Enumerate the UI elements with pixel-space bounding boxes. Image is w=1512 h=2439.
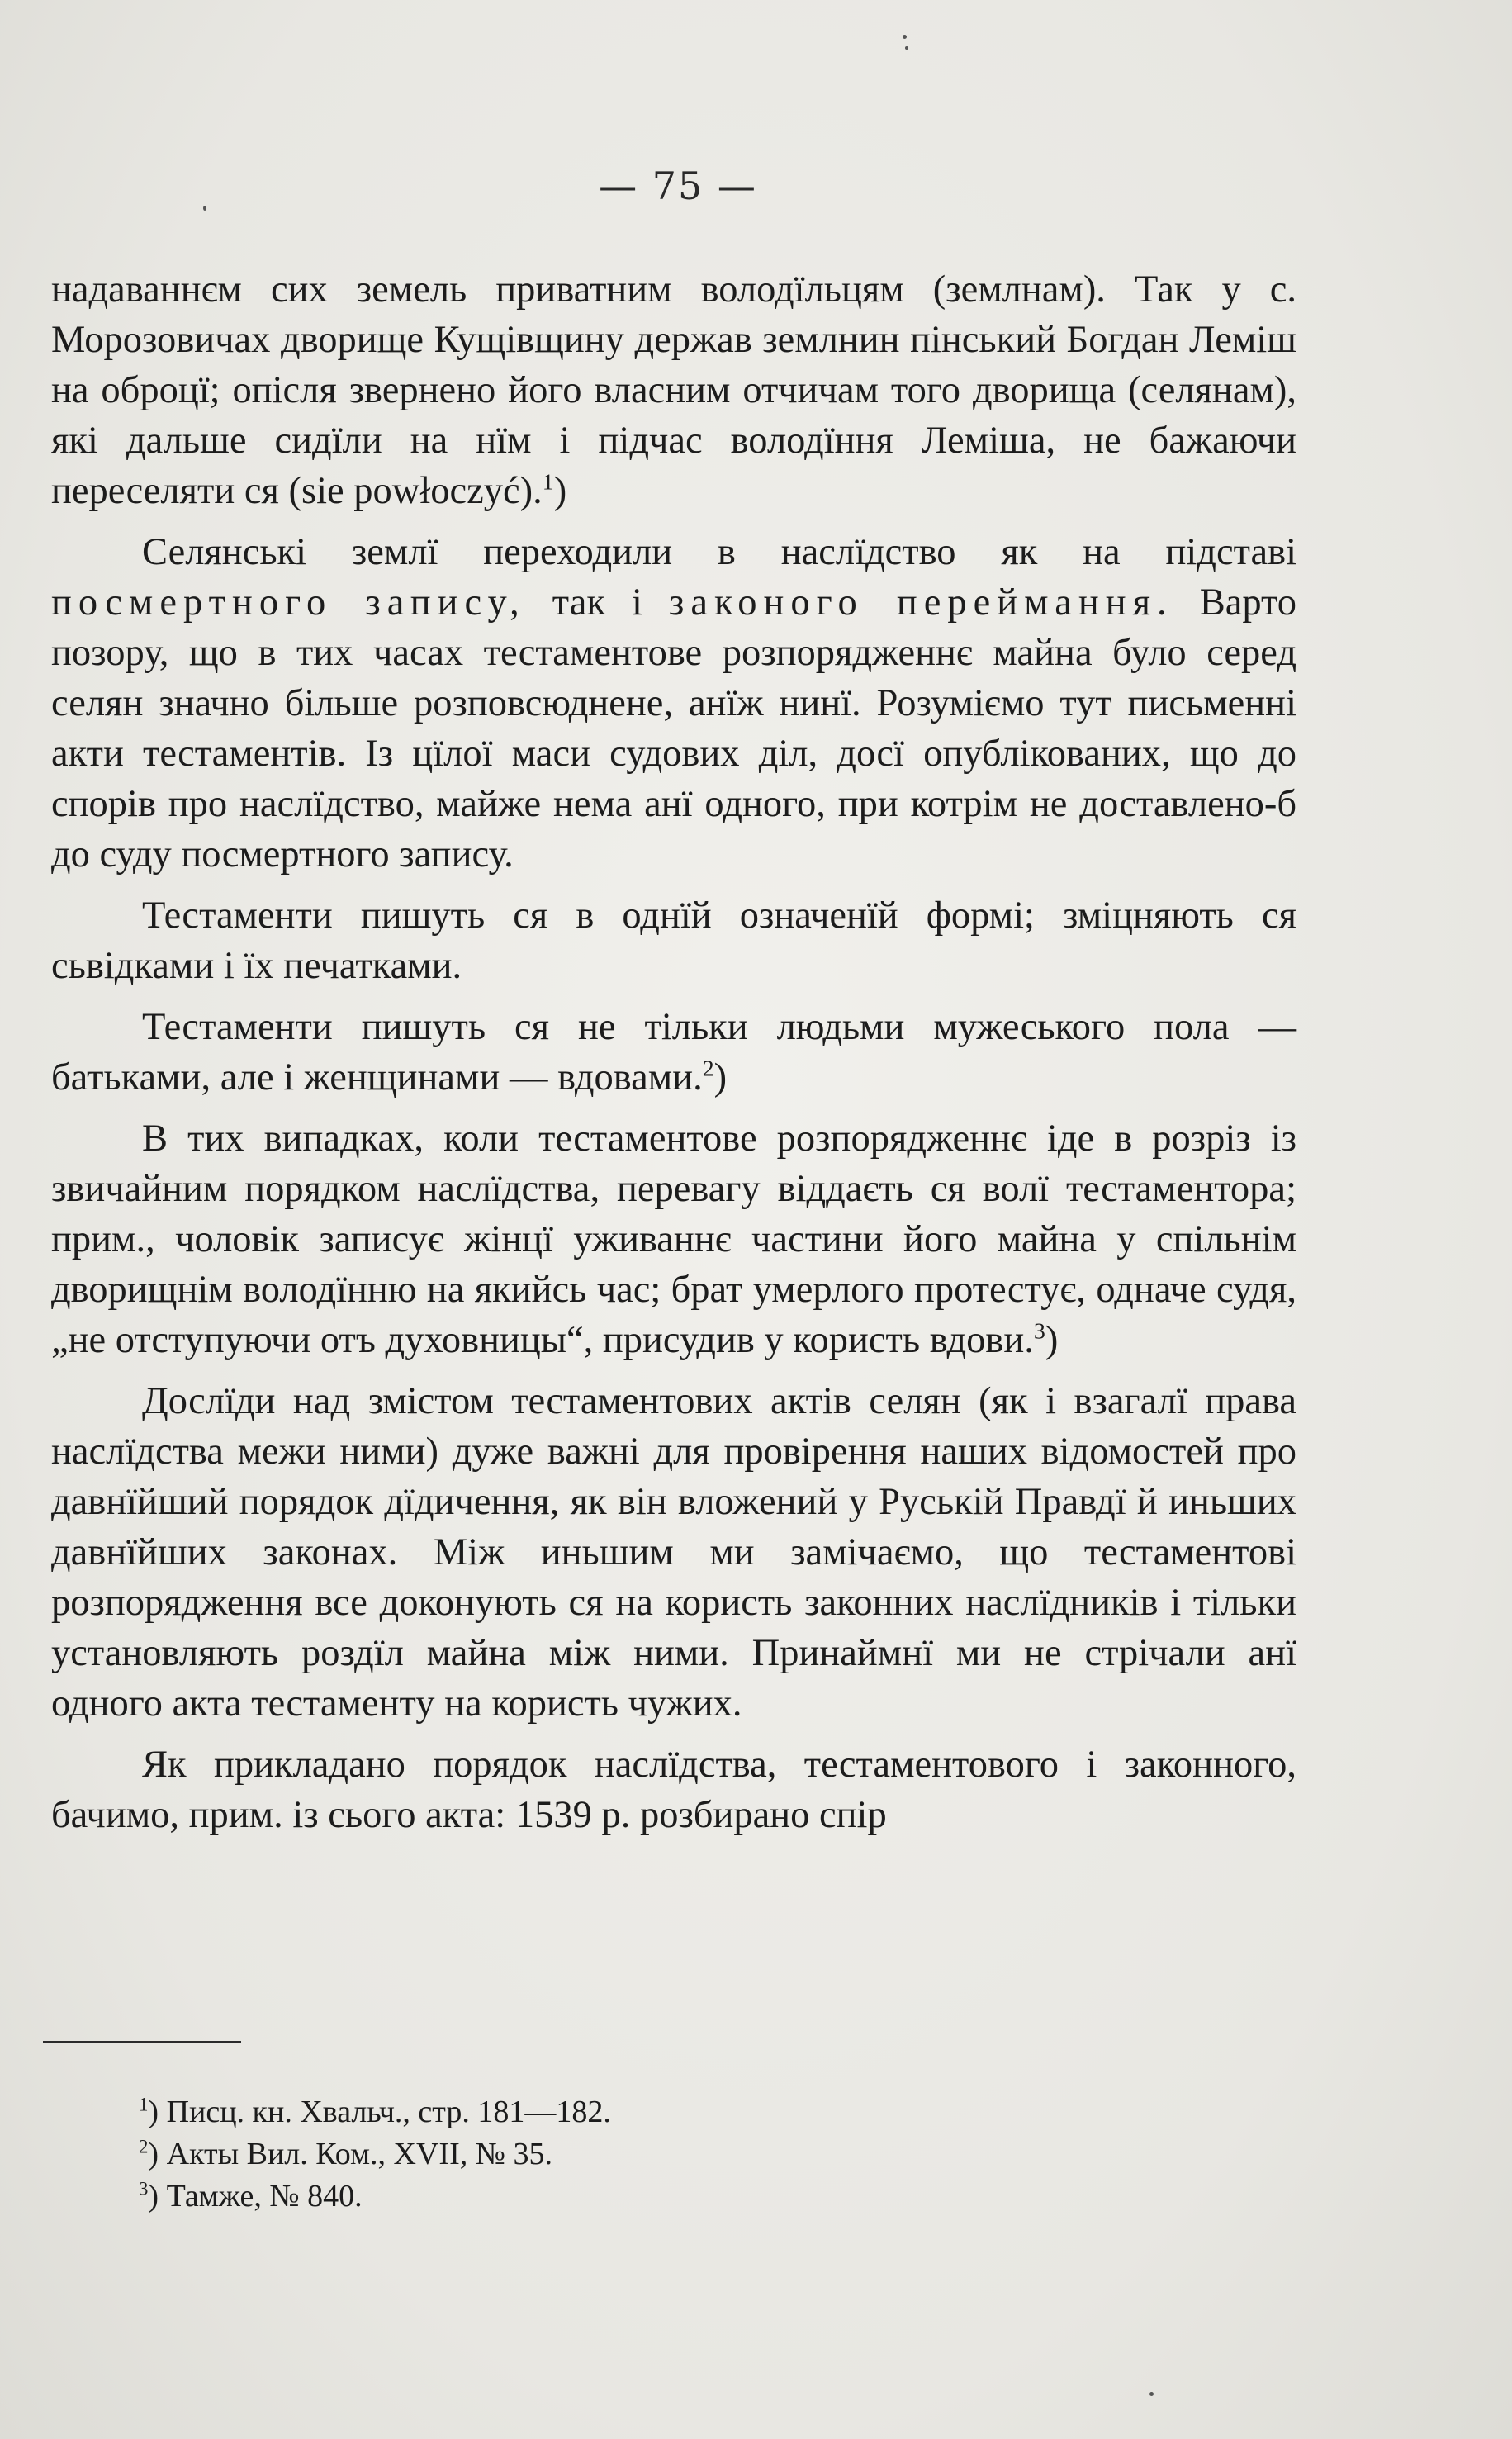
footnote-ref[interactable]: 3 — [1033, 1318, 1045, 1345]
footnote-divider — [43, 2041, 241, 2043]
emphasized-term: законого переймання. — [668, 581, 1173, 624]
footnote-mark: 3 — [139, 2178, 149, 2199]
paragraph-text: В тих випадках, коли тестаментове розпорядженнє іде в розріз із звичайним порядком наслїдства, перевагу віддаєть ся волї тестаментора; прим., чоловік записує жінцї уживаннє частини його майна у спільнім дворищнім володїнню на якийсь час; брат умерлого протестує, одначе судя, „не отступуючи отъ духовницы“, присудив у користь вдови. — [51, 1117, 1296, 1361]
paragraph-text: Як прикладано порядок наслїдства, тестаментового і законного, бачимо, прим. із сього акта: 1539 р. розбирано спір — [51, 1744, 1296, 1836]
paragraph-text: Дослїди над змістом тестаментових актів селян (як і взагалї права наслїдства межи ними) дуже важні для провірення наших відомостей про давнїйший порядок дїдичення, як він вложений у Руській Правдї й иньших давнїйших законах. Між иньшим ми замічаємо, що тестаментові розпорядження все доконують ся на користь законних наслїдників і тільки установляють роздїл майна між ними. Принаймнї ми не стрічали анї одного акта тестаменту на користь чужих. — [51, 1380, 1296, 1725]
paragraph — [51, 890, 1296, 991]
main-text — [51, 264, 1296, 1851]
footnote-mark: 2 — [139, 2136, 149, 2157]
paragraph-text: Селянські землї переходили в наслїдство як на підставі — [142, 531, 1296, 573]
ink-speck — [1149, 2392, 1154, 2396]
ink-speck — [203, 206, 206, 211]
footnote-text: Акты Вил. Ком., XVII, № 35. — [166, 2137, 552, 2171]
paragraph-text: так і — [525, 581, 669, 624]
paragraph: Тестаменти пишуть ся не тільки людьми мужеського пола — батьками, але і женщинами — вдовами.$^2$) — [51, 1006, 1296, 1098]
footnote: $^3$) Тамже, № 840. — [139, 2178, 363, 2214]
paragraph — [51, 1739, 1296, 1840]
emphasized-term: посмертного запису, — [51, 581, 526, 624]
page-number: — 75 — — [599, 164, 757, 208]
paragraph-text: надаваннєм сих земель приватним володїльцям (землнам). Так у с. Морозовичах дворище Кущівщину держав землнин пінський Богдан Леміш на оброцї; опісля звернено його власним отчичам того дворища (селянам), які дальше сидїли на нїм і підчас володїння Леміша, не бажаючи переселяти ся (sie powłoczyć). — [51, 268, 1296, 512]
footnote-ref[interactable]: 2 — [702, 1056, 714, 1082]
footnotes — [139, 2091, 1212, 2218]
footnote: $^2$) Акты Вил. Ком., XVII, № 35. — [139, 2136, 552, 2171]
ink-speck — [905, 46, 908, 50]
paragraph-text: Тестаменти пишуть ся в однїй означенїй формі; зміцняють ся сьвідками і їх печатками. — [51, 894, 1296, 987]
footnote-ref[interactable]: 1 — [542, 469, 554, 496]
paragraph: надаваннєм сих земель приватним володїльцям (землнам). Так у с. Морозовичах дворище Кущівщину держав землнин пінський Богдан Леміш на оброцї; опісля звернено його власним отчичам того дворища (селянам), які дальше сидїли на нїм і підчас володїння Леміша, не бажаючи переселяти ся (sie powłoczyć).$^1$) — [51, 268, 1296, 512]
paragraph-text: Тестаменти пишуть ся не тільки людьми мужеського пола — батьками, але і женщинами — вдовами. — [51, 1006, 1296, 1098]
footnote-mark: 1 — [139, 2094, 149, 2115]
paragraph: В тих випадках, коли тестаментове розпорядженнє іде в розріз із звичайним порядком наслїдства, перевагу віддаєть ся волї тестаментора; прим., чоловік записує жінцї уживаннє частини його майна у спільнім дворищнім володїнню на якийсь час; брат умерлого протестує, одначе судя, „не отступуючи отъ духовницы“, присудив у користь вдови.$^3$) — [51, 1117, 1296, 1361]
footnote-text: Писц. кн. Хвальч., стр. 181—182. — [166, 2095, 611, 2129]
paragraph — [51, 1376, 1296, 1729]
ink-speck — [903, 35, 907, 39]
footnote-text: Тамже, № 840. — [166, 2179, 363, 2214]
paragraph-text: Варто позору, що в тих часах тестаментове розпорядженнє майна було серед селян значно більше розповсюднене, анїж нинї. Розуміємо тут письменні акти тестаментів. Із цїлої маси судових діл, досї опублікованих, що до спорів про наслїдство, майже нема анї одного, при котрім не доставлено-б до суду посмертного запису. — [51, 581, 1296, 875]
paragraph — [51, 527, 1296, 880]
footnote: $^1$) Писц. кн. Хвальч., стр. 181—182. — [139, 2094, 611, 2129]
